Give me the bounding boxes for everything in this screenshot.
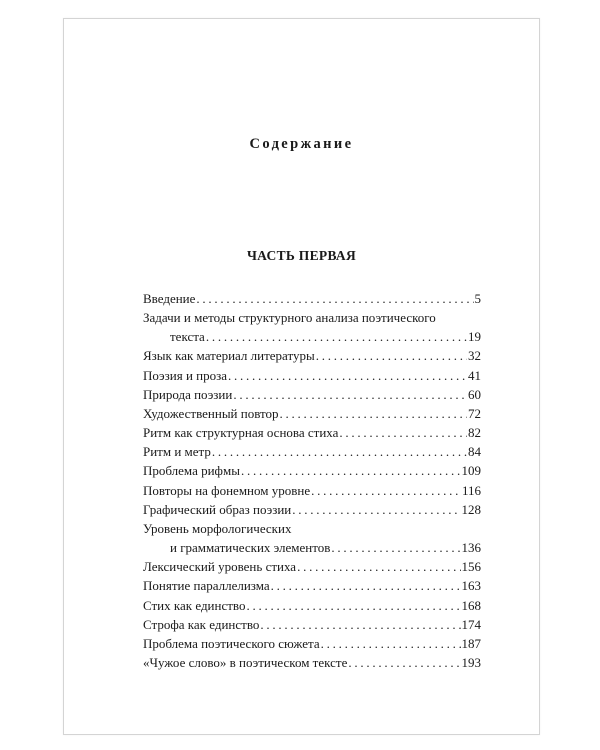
dot-leader xyxy=(321,634,461,653)
toc-page-number: 136 xyxy=(461,540,481,556)
toc-entry xyxy=(143,557,481,576)
book-page xyxy=(63,18,540,735)
toc-entry-title: Поэзия и проза xyxy=(143,367,228,383)
toc-title: Содержание xyxy=(249,136,354,152)
toc-entry-title: Ритм и метр xyxy=(143,444,211,460)
toc-entry xyxy=(143,346,481,365)
toc-entry-title: Лексический уровень стиха xyxy=(143,559,297,575)
toc-entry-line xyxy=(143,615,481,634)
dot-leader xyxy=(212,442,467,461)
dot-leader xyxy=(339,423,467,442)
toc-entry-title: Введение xyxy=(143,291,196,306)
toc-entry xyxy=(143,385,481,404)
toc-entry xyxy=(143,500,481,519)
toc-entry-line xyxy=(143,404,481,423)
toc-entry xyxy=(143,308,481,346)
toc-entry xyxy=(143,519,481,557)
toc-entry-line xyxy=(143,423,481,442)
dot-leader xyxy=(196,289,473,308)
toc-entry-title: Повторы на фонемном уровне xyxy=(143,482,311,498)
toc-entry-line xyxy=(143,538,481,557)
toc-entry-line xyxy=(143,289,481,308)
toc-page-number: 128 xyxy=(461,501,481,517)
toc-entry-title: Стих как единство xyxy=(143,597,246,613)
dot-leader xyxy=(280,404,467,423)
toc-page-number: 32 xyxy=(468,348,481,364)
toc-entry-title: Понятие параллелизма xyxy=(143,578,270,594)
toc-page-number: 163 xyxy=(461,578,481,594)
toc-page-number: 19 xyxy=(468,329,481,345)
toc-entry-title: Ритм как структурная основа стиха xyxy=(143,425,339,441)
toc-entry xyxy=(143,423,481,442)
toc-entry-line xyxy=(143,461,481,480)
toc-entry-title: Графический образ поэзии xyxy=(143,501,292,517)
dot-leader xyxy=(348,653,460,672)
part-title: ЧАСТЬ ПЕРВАЯ xyxy=(246,248,357,263)
toc-entry-title: Проблема поэтического сюжета xyxy=(143,635,320,651)
toc-entry-title: «Чужое слово» в поэтическом тексте xyxy=(143,654,348,670)
dot-leader xyxy=(206,327,467,346)
toc-entry-line xyxy=(143,385,481,404)
dot-leader xyxy=(311,481,461,500)
dot-leader xyxy=(260,615,460,634)
toc-entry-line xyxy=(143,596,481,615)
toc-entry xyxy=(143,366,481,385)
toc-page-number: 168 xyxy=(461,597,481,613)
dot-leader xyxy=(292,500,460,519)
toc-list xyxy=(143,289,481,672)
toc-entry-line xyxy=(143,481,481,500)
dot-leader xyxy=(331,538,460,557)
toc-entry xyxy=(143,596,481,615)
toc-entry xyxy=(143,404,481,423)
toc-page-number: 174 xyxy=(461,616,481,632)
toc-page-number: 193 xyxy=(461,654,481,670)
toc-entry-line xyxy=(143,634,481,653)
toc-entry-title: Проблема рифмы xyxy=(143,463,240,479)
toc-entry-title: Художественный повтор xyxy=(143,405,279,421)
toc-entry xyxy=(143,576,481,595)
toc-entry xyxy=(143,653,481,672)
toc-entry-title-cont: текста xyxy=(170,329,205,345)
toc-page-number: 72 xyxy=(468,405,481,421)
toc-page-number: 84 xyxy=(468,444,481,460)
toc-entry-title: Уровень морфологических xyxy=(143,520,292,536)
toc-page-number: 82 xyxy=(468,425,481,441)
toc-page-number: 60 xyxy=(468,386,481,402)
dot-leader xyxy=(271,576,461,595)
toc-entry-title: Задачи и методы структурного анализа поэтического xyxy=(143,310,436,326)
toc-entry xyxy=(143,289,481,308)
toc-page-number: 41 xyxy=(468,367,481,383)
toc-page-number: 116 xyxy=(461,482,481,498)
toc-page-number: 187 xyxy=(461,635,481,651)
toc-entry xyxy=(143,461,481,480)
toc-entry-line xyxy=(143,557,481,576)
toc-entry-line xyxy=(143,442,481,461)
toc-entry-line xyxy=(143,519,481,538)
toc-entry-line xyxy=(143,308,481,327)
toc-entry-title: Строфа как единство xyxy=(143,616,260,632)
toc-page-number: 156 xyxy=(461,559,481,575)
toc-entry xyxy=(143,615,481,634)
toc-entry-line xyxy=(143,366,481,385)
dot-leader xyxy=(228,366,467,385)
dot-leader xyxy=(297,557,460,576)
toc-page-number: 109 xyxy=(461,463,481,479)
dot-leader xyxy=(241,461,461,480)
toc-entry-line xyxy=(143,653,481,672)
toc-entry-line xyxy=(143,327,481,346)
toc-entry xyxy=(143,442,481,461)
toc-entry-title-cont: и грамматических элементов xyxy=(170,540,331,556)
toc-entry xyxy=(143,481,481,500)
dot-leader xyxy=(246,596,460,615)
toc-entry-line xyxy=(143,500,481,519)
toc-entry-title: Язык как материал литературы xyxy=(143,348,315,364)
toc-entry xyxy=(143,634,481,653)
dot-leader xyxy=(233,385,467,404)
toc-entry-title: Природа поэзии xyxy=(143,386,233,402)
toc-entry-line xyxy=(143,346,481,365)
dot-leader xyxy=(316,346,467,365)
toc-entry-line xyxy=(143,576,481,595)
toc-page-number: 5 xyxy=(474,291,481,306)
